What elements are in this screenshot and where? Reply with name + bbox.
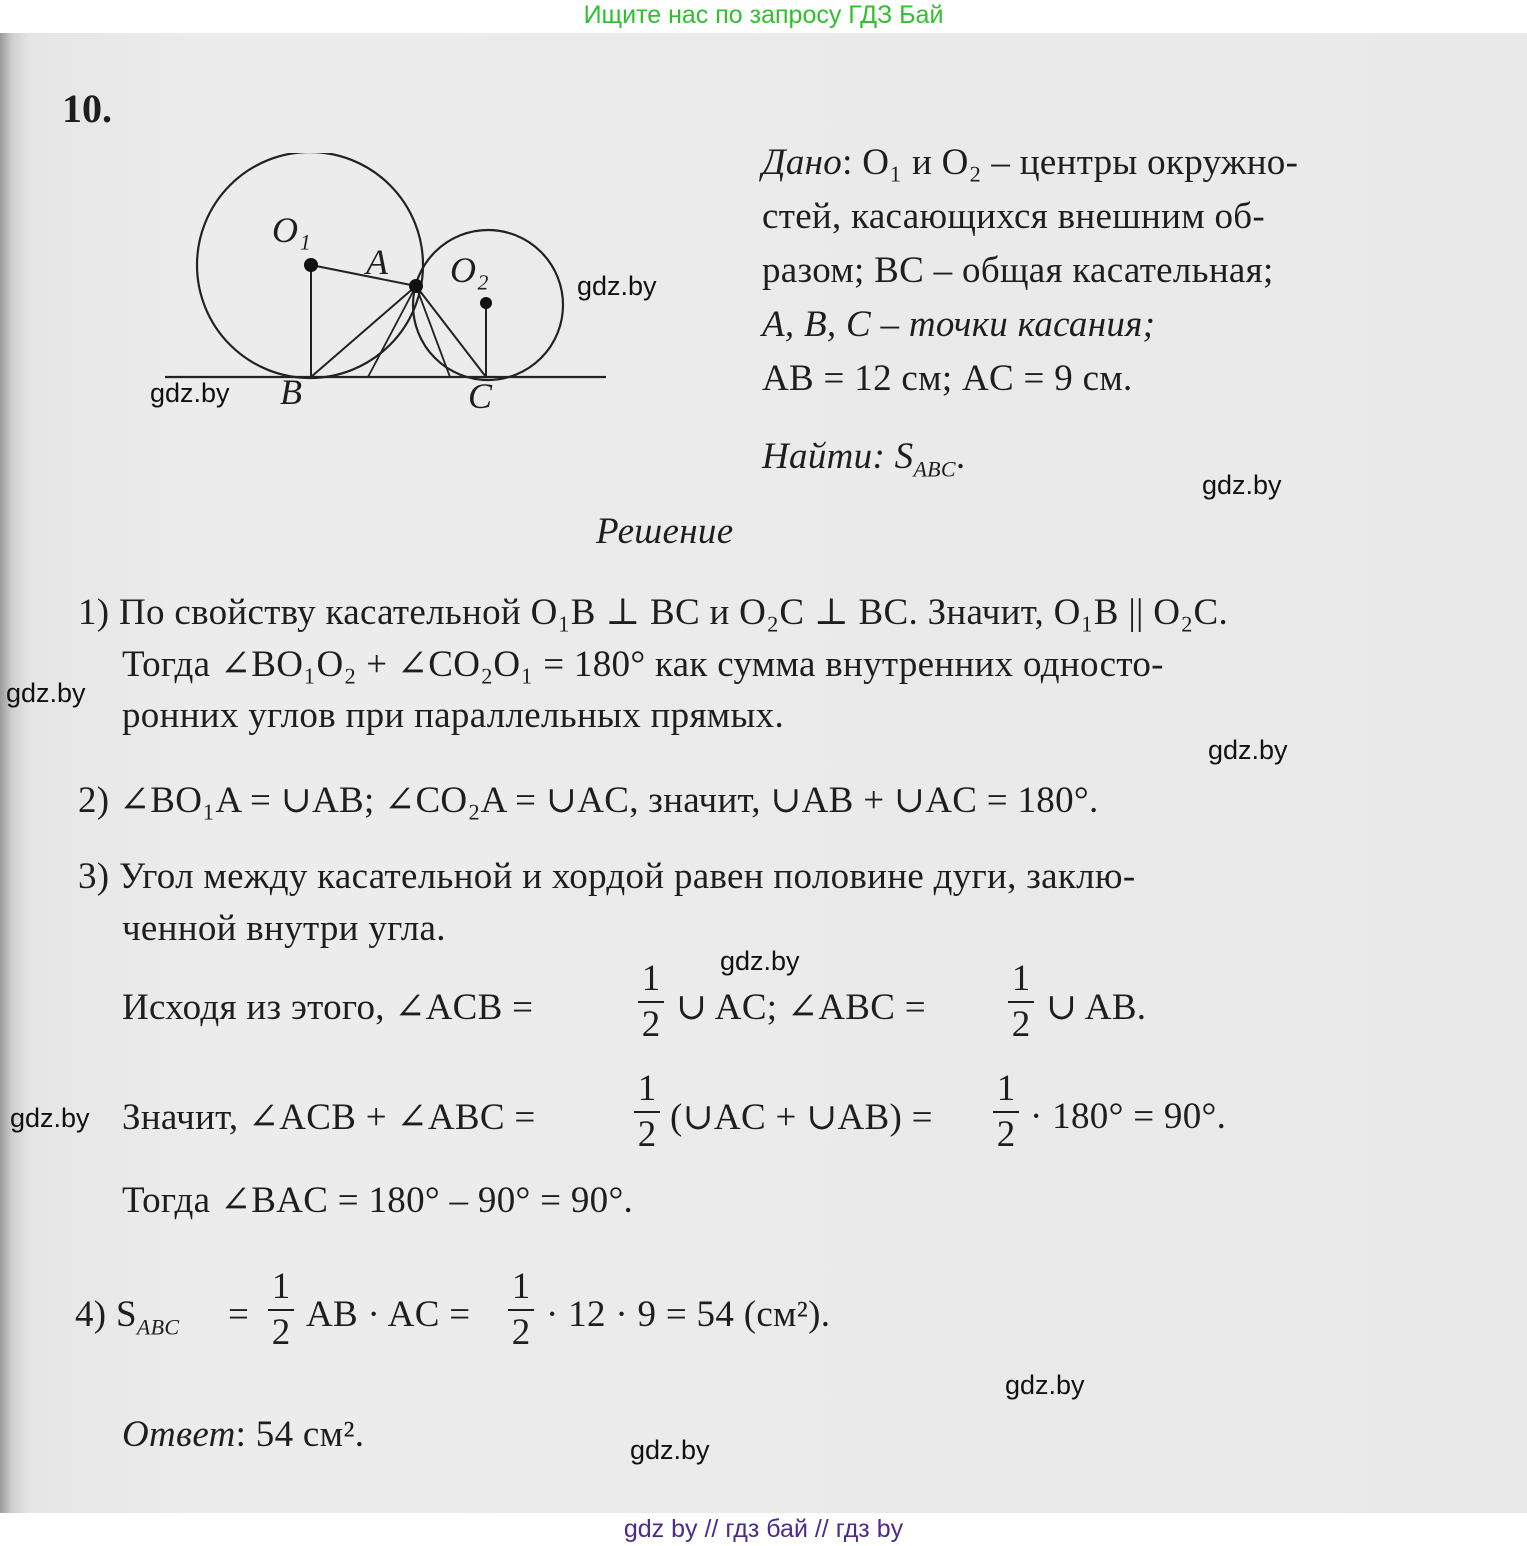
- given-line-1: : O₁ и O₂ – центры окружно-: [842, 142, 1299, 183]
- find-label: Найти: [762, 436, 873, 477]
- step1-line2: Тогда ∠BO₁O₂ + ∠CO₂O₁ = 180° как сумма внутренних односто-: [122, 644, 1164, 685]
- find-value: : S: [872, 436, 914, 477]
- point-o2: [480, 297, 492, 309]
- watermark: gdz.by: [1005, 1370, 1085, 1400]
- watermark: gdz.by: [577, 271, 657, 301]
- step4-end: · 12 · 9 = 54 (см²).: [546, 1294, 831, 1335]
- step4-mid1: =: [228, 1294, 250, 1335]
- step4-pre: 4) S: [75, 1294, 137, 1335]
- given-line-5: AB = 12 см; AC = 9 см.: [762, 358, 1133, 399]
- fraction-half-1: 1 2: [638, 959, 664, 1045]
- label-o2: O₂: [450, 250, 490, 290]
- given-line-4: A, B, C – точки касания;: [762, 304, 1156, 345]
- watermark: gdz.by: [630, 1435, 710, 1465]
- given-line-3: разом; BC – общая касательная;: [762, 250, 1274, 291]
- fraction-half-4: 1 2: [993, 1069, 1019, 1155]
- watermark: gdz.by: [1208, 735, 1288, 765]
- fraction-half-2: 1 2: [1008, 959, 1034, 1045]
- given-line-2: стей, касающихся внешним об-: [762, 196, 1266, 237]
- watermark: gdz.by: [6, 678, 86, 708]
- fraction-half-3: 1 2: [634, 1069, 660, 1155]
- step2: 2) ∠BO₁A = ∪AB; ∠CO₂A = ∪AC, значит, ∪AB + ∪AC = 180°.: [78, 780, 1099, 821]
- given-label: Дано: [762, 142, 843, 183]
- watermark: gdz.by: [10, 1103, 90, 1133]
- step3-b-pre: Значит, ∠ACB + ∠ABC =: [122, 1097, 536, 1138]
- point-a: [409, 279, 423, 293]
- step3-b-end: · 180° = 90°.: [1030, 1096, 1227, 1137]
- step3-a-end: ∪ AB.: [1046, 987, 1147, 1028]
- step3-line2: ченной внутри угла.: [122, 908, 446, 949]
- label-o1: O₁: [272, 210, 312, 250]
- point-o1: [304, 258, 318, 272]
- problem-number: 10.: [62, 86, 112, 131]
- step3-a-mid: ∪ AC; ∠ABC =: [676, 987, 926, 1028]
- fraction-half-5: 1 2: [268, 1267, 294, 1353]
- fraction-half-6: 1 2: [508, 1267, 534, 1353]
- step3-b-mid: (∪AC + ∪AB) =: [670, 1097, 933, 1138]
- step4-mid2: AB · AC =: [306, 1294, 471, 1335]
- label-b: B: [280, 372, 303, 412]
- scanned-page: [0, 33, 1527, 1513]
- segment-a-c: [416, 286, 486, 377]
- step1-line3: ронних углов при параллельных прямых.: [122, 695, 784, 736]
- segment-a-c2: [416, 286, 450, 377]
- answer-label: Ответ: [122, 1414, 236, 1455]
- step3-a-pre: Исходя из этого, ∠ACB =: [122, 987, 534, 1028]
- answer-value: : 54 см².: [235, 1414, 365, 1455]
- step3-line1: 3) Угол между касательной и хордой равен половине дуги, заклю-: [78, 856, 1136, 897]
- find-end: .: [955, 436, 966, 477]
- top-banner[interactable]: Ищите нас по запросу ГДЗ Бай: [583, 1, 944, 29]
- segment-o1-a: [311, 265, 416, 286]
- watermark: gdz.by: [150, 378, 230, 408]
- solution-title: Решение: [596, 511, 734, 552]
- find-sub: ABC: [913, 456, 956, 482]
- segment-a-b2: [368, 286, 416, 377]
- step3-c: Тогда ∠BAC = 180° – 90° = 90°.: [122, 1180, 634, 1221]
- label-c: C: [468, 376, 493, 416]
- step4-sub: ABC: [136, 1314, 180, 1340]
- watermark: gdz.by: [1202, 470, 1282, 500]
- bottom-banner[interactable]: gdz by // гдз бай // гдз by: [623, 1515, 904, 1543]
- watermark: gdz.by: [720, 946, 800, 976]
- step1-line1: 1) По свойству касательной O₁B ⊥ BC и O₂C ⊥ BC. Значит, O₁B || O₂C.: [78, 592, 1229, 633]
- label-a: A: [366, 242, 389, 282]
